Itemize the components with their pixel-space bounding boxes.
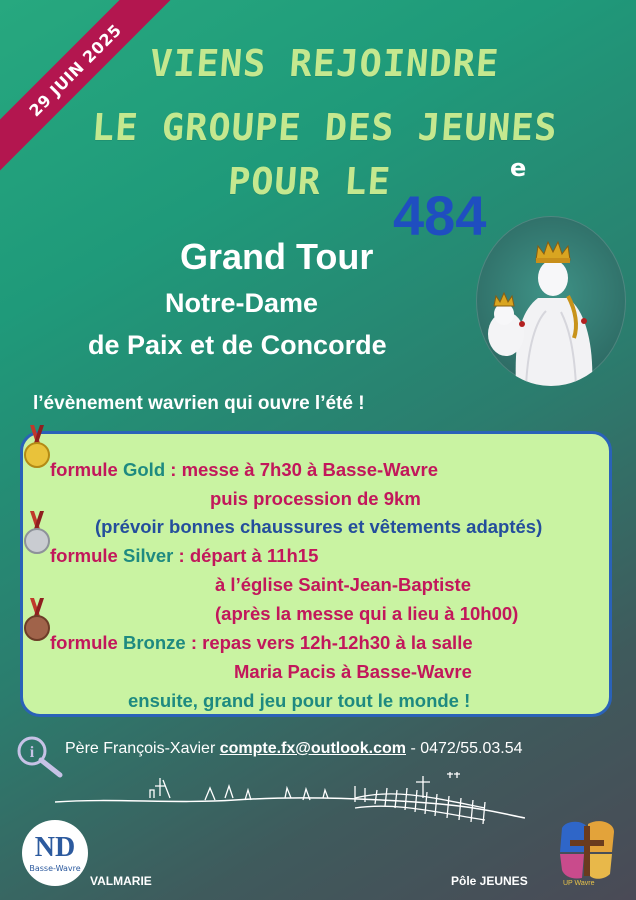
silver-name: Silver [122,545,174,566]
headline-line-1: VIENS REJOINDRE [148,42,501,85]
headline-line-2: LE GROUPE DES JEUNES [90,106,560,149]
edition-number: 484 [393,184,487,247]
contact-email-link[interactable]: compte.fx@outlook.com [219,740,406,757]
event-title: Grand Tour [180,236,374,277]
statue-medallion [476,216,626,386]
gold-medal-icon [22,425,52,469]
pole-jeunes-label: Pôle JEUNES [451,874,528,888]
gold-line-3: (prévoir bonnes chaussures et vêtements adaptés) [95,516,543,537]
gold-name: Gold [122,459,166,480]
nd-logo-sub: Basse-Wavre [29,863,81,873]
tagline: l’évènement wavrien qui ouvre l’été ! [33,393,365,414]
nd-basse-wavre-logo [22,820,88,886]
gold-line-2: puis procession de 9km [210,488,421,509]
headline-line-3: POUR LE [226,160,393,203]
statue-illustration [476,216,626,386]
bronze-line-2: Maria Pacis à Basse-Wavre [234,661,472,682]
edition-superscript: e [510,154,527,182]
bronze-medal-icon [22,598,52,642]
bronze-line-3: ensuite, grand jeu pour tout le monde ! [128,690,471,711]
procession-sketch [55,768,525,848]
bronze-name: Bronze [122,632,186,653]
nd-logo-mark: ND [34,831,76,863]
silver-line-2: à l’église Saint-Jean-Baptiste [215,574,472,595]
valmarie-label: VALMARIE [90,874,152,888]
event-subtitle-1: Notre-Dame [165,288,319,318]
gold-line-1: formule Gold : messe à 7h30 à Basse-Wavre [50,459,438,480]
bronze-line-1: formule Bronze : repas vers 12h-12h30 à la salle [50,632,473,653]
up-wavre-label: UP Wavre [563,880,595,887]
svg-text:i: i [29,744,35,761]
date-ribbon-text: 29 JUIN 2025 [25,20,125,120]
silver-line-1: formule Silver : départ à 11h15 [50,545,319,566]
contact-name: Père François-Xavier [65,740,220,757]
silver-line-3: (après la messe qui a lieu à 10h00) [215,603,519,624]
up-wavre-logo [556,818,618,886]
event-subtitle-2: de Paix et de Concorde [88,330,387,360]
contact-phone: - 0472/55.03.54 [406,740,523,757]
contact-line [65,740,523,758]
silver-medal-icon [22,511,52,555]
